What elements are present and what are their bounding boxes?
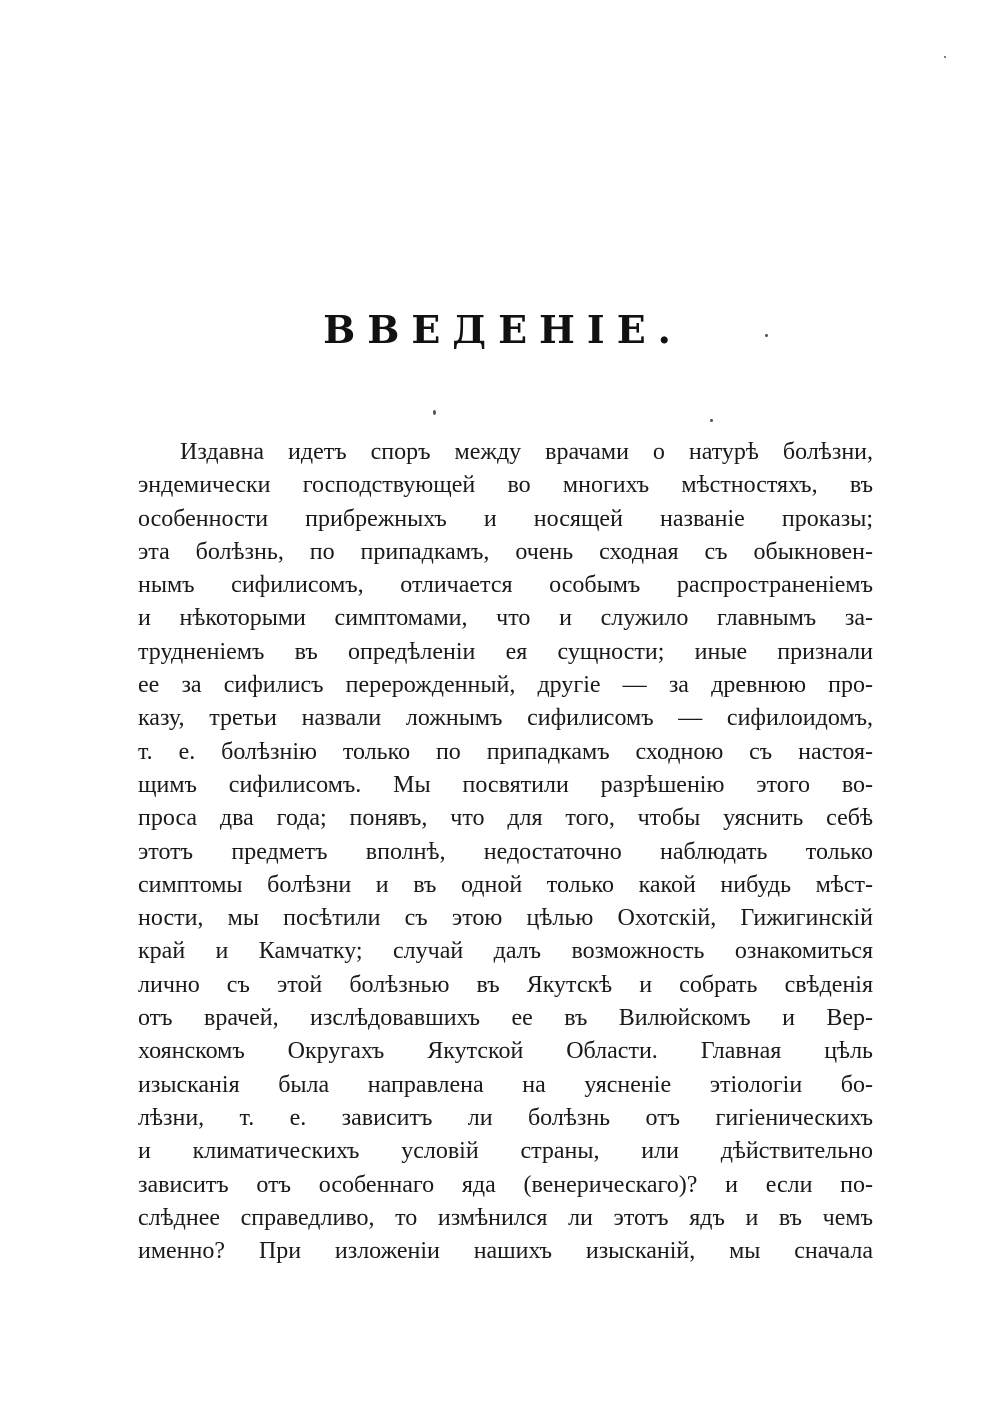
text-line: т. е. болѣзнію только по припадкамъ сходною съ настоя- bbox=[138, 738, 873, 765]
text-line: трудненіемъ въ опредѣленіи ея сущности; иные признали bbox=[138, 638, 873, 665]
text-line: этотъ предметъ вполнѣ, недостаточно наблюдать только bbox=[138, 838, 873, 865]
text-line: проса два года; понявъ, что для того, чтобы уяснить себѣ bbox=[138, 805, 873, 832]
text-line: именно? При изложеніи нашихъ изысканій, мы сначала bbox=[138, 1238, 873, 1265]
scan-speck bbox=[433, 410, 436, 415]
text-line: и климатическихъ условій страны, или дѣйствительно bbox=[138, 1138, 873, 1165]
scan-speck bbox=[944, 56, 946, 58]
text-line: щимъ сифилисомъ. Мы посвятили разрѣшенію этого во- bbox=[138, 771, 873, 798]
text-line: симптомы болѣзни и въ одной только какой нибудь мѣст- bbox=[138, 871, 873, 898]
text-line: эта болѣзнь, по припадкамъ, очень сходная съ обыкновен- bbox=[138, 538, 873, 565]
text-line: Издавна идетъ споръ между врачами о натурѣ болѣзни, bbox=[180, 439, 873, 465]
text-line: зависитъ отъ особеннаго яда (венерическаго)? и если по- bbox=[138, 1171, 873, 1198]
text-line: эндемически господствующей во многихъ мѣстностяхъ, въ bbox=[138, 472, 873, 499]
text-line: лично съ этой болѣзнью въ Якутскѣ и собрать свѣденія bbox=[138, 971, 873, 998]
text-line: край и Камчатку; случай далъ возможность ознакомиться bbox=[138, 938, 873, 965]
chapter-heading: ВВЕДЕНIЕ. bbox=[323, 307, 683, 352]
text-line: ности, мы посѣтили съ этою цѣлью Охотскій, Гижигинскій bbox=[138, 905, 873, 932]
text-line: ее за сифилисъ перерожденный, другіе — за древнюю про- bbox=[138, 672, 873, 699]
text-line: и нѣкоторыми симптомами, что и служило главнымъ за- bbox=[138, 605, 873, 632]
text-line: лѣзни, т. е. зависитъ ли болѣзнь отъ гигіеническихъ bbox=[138, 1104, 873, 1131]
text-line: казу, третьи назвали ложнымъ сифилисомъ — сифилоидомъ, bbox=[138, 705, 873, 732]
text-line: отъ врачей, изслѣдовавшихъ ее въ Вилюйскомъ и Вер- bbox=[138, 1005, 873, 1032]
text-line: особенности прибрежныхъ и носящей названіе проказы; bbox=[138, 505, 873, 532]
text-line: нымъ сифилисомъ, отличается особымъ распространеніемъ bbox=[138, 572, 873, 599]
scan-speck bbox=[765, 334, 768, 337]
scan-speck bbox=[710, 419, 713, 422]
text-line: слѣднее справедливо, то измѣнился ли этотъ ядъ и въ чемъ bbox=[138, 1204, 873, 1231]
body-paragraph bbox=[138, 436, 873, 1268]
text-line: изысканія была направлена на уясненіе этіологіи бо- bbox=[138, 1071, 873, 1098]
text-line: хоянскомъ Округахъ Якутской Области. Главная цѣль bbox=[138, 1038, 873, 1065]
